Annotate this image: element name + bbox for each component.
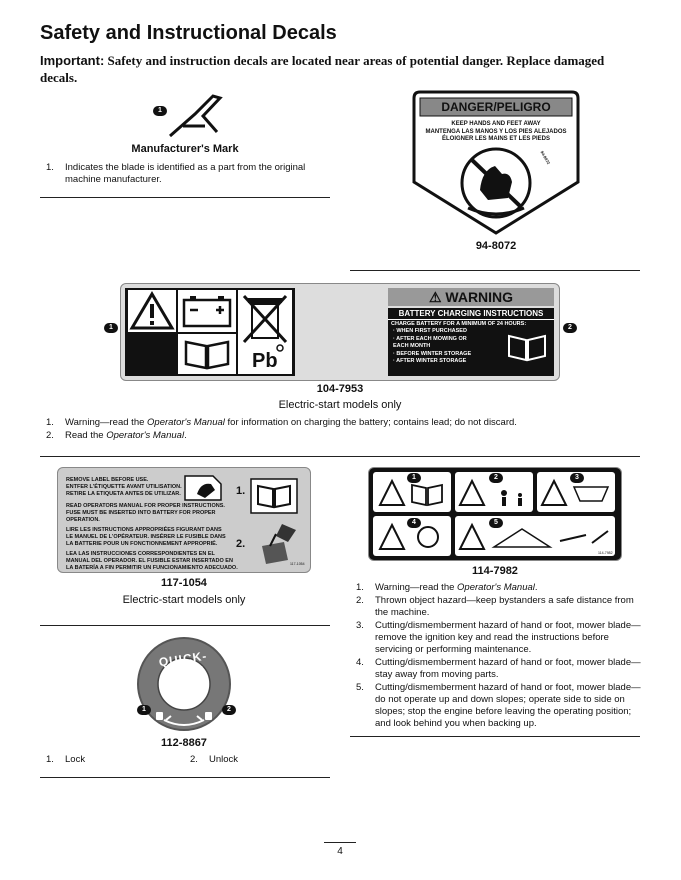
callout-1: 1 (153, 106, 167, 116)
decal-117-1054-caption: 117-1054 (161, 577, 207, 589)
manual-book-icon-2 (505, 330, 549, 366)
instructions-line: CHARGE BATTERY FOR A MINIMUM OF 24 HOURS: (391, 321, 527, 327)
blade-mark-icon (165, 92, 225, 140)
list-item: 3. Cutting/dismemberment hazard of hand or foot, mower blade—remove the ignition key and read the instructions before servicing or performing maintenance. (356, 620, 641, 655)
callout-2: 2 (563, 323, 577, 333)
divider (40, 625, 330, 626)
callout-2: 2 (222, 705, 236, 715)
decal-117-1054-label-2: 2. (236, 538, 246, 550)
manufacturers-mark-caption: Manufacturer's Mark (131, 143, 239, 155)
decal-117-1054-subcaption: Electric-start models only (122, 594, 246, 606)
decal-114-7982-list (356, 582, 644, 731)
decal-112-8867-caption: 112-8867 (161, 737, 207, 749)
battery-icon (178, 290, 236, 332)
decal-114-7982-caption: 114-7982 (472, 565, 518, 577)
decal-104-7953-subcaption: Electric-start models only (278, 399, 402, 411)
instructions-bullets: · WHEN FIRST PURCHASED · AFTER EACH MOWING OR EACH MONTH · BEFORE WINTER STORAGE · AFTER WINTER STORAGE (393, 328, 472, 364)
list-item: 1. Lock (46, 754, 86, 765)
lead-symbol: Pb (252, 350, 278, 372)
callout-2: 2 (489, 473, 503, 483)
page-title: Safety and Instructional Decals (40, 22, 337, 44)
callout-1: 1 (407, 473, 421, 483)
divider (40, 197, 330, 198)
manufacturers-mark-list (46, 162, 326, 187)
instructions-title: BATTERY CHARGING INSTRUCTIONS (388, 308, 554, 320)
callout-1: 1 (137, 705, 151, 715)
decal-114-7982-part: 114-7982 (598, 551, 613, 555)
callout-3: 3 (570, 473, 584, 483)
important-note (40, 52, 640, 86)
important-text: Safety and instruction decals are located near areas of potential danger. Replace damaged decals. (40, 53, 605, 85)
decal-104-7953-caption: 104-7953 (316, 383, 364, 395)
divider (350, 736, 640, 737)
list-item: 5. Cutting/dismemberment hazard of hand or foot, mower blade—do not operate up and down slopes; operate side to side on slopes; stop the engine before leaving the operating position; and look behind you when backing up. (356, 682, 641, 729)
decal-104-7953-list (46, 417, 646, 443)
callout-1: 1 (104, 323, 118, 333)
warning-triangle-small-icon: ⚠ (428, 289, 442, 305)
decal-117-1054-text: REMOVE LABEL BEFORE USE. ENTFER L'ÉTIQUETTE AVANT UTILISATION. RETIRE LA ETIQUETA ANTES DE UTILIZAR. READ OPERATORS MANUAL FOR PROPER INSTRUCTIONS. FUSE MUST BE INSERTED INTO BATTERY FOR PROPER OPERATION. LIRE LES INSTRUCTIONS APPROPRIÉES FIGURANT DANS LE MANUEL DE L'OPÉRATEUR. INSÉRER LE FUSIBLE DANS LA BATTERIE POUR UN FONCTIONNEMENT APPROPRIÉ. LEA LAS INSTRUCCIONES CORRESPONDIENTES EN EL MANUAL DEL OPERADOR. EL FUSIBLE ESTAR INSERTADO EN LA BATERÍA A FIN PERMITIR UN FUNCIONAMIENTO ADECUADO. (66, 477, 238, 571)
danger-text: KEEP HANDS AND FEET AWAY MANTENGA LAS MANOS Y LOS PIES ALEJADOS ÉLOIGNER LES MAINS ET LES PIEDS (425, 121, 567, 142)
warning-triangle-icon (128, 290, 176, 332)
quick-wash-part: 112-8867 (232, 668, 237, 684)
remove-label-hand-icon (183, 472, 223, 502)
decal-114-7982-pictograms (372, 471, 618, 557)
manual-book-icon (178, 334, 236, 374)
manual-book-icon-3 (250, 478, 298, 514)
divider (40, 456, 640, 457)
danger-header: DANGER/PELIGRO (441, 100, 551, 114)
divider (350, 270, 640, 271)
warning-header-box: ⚠ WARNING (388, 288, 554, 306)
decal-117-1054-part: 117-1054 (290, 562, 305, 566)
page-number: 4 (324, 842, 356, 857)
fuse-insert-icon (252, 520, 300, 568)
list-item: 1. Warning—read the Operator's Manual for information on charging the battery; contains lead; do not discard. (46, 417, 517, 428)
list-item: 2. Thrown object hazard—keep bystanders a safe distance from the machine. (356, 595, 634, 618)
decal-117-1054-label-1: 1. (236, 485, 246, 497)
callout-5: 5 (489, 518, 503, 528)
important-label: Important: (40, 53, 105, 68)
list-item: 2. Read the Operator's Manual. (46, 430, 187, 441)
list-item: 4. Cutting/dismemberment hazard of hand or foot, mower blade—stay away from moving parts. (356, 657, 641, 680)
list-item: 1. Indicates the blade is identified as a part from the original machine manufacturer. (46, 162, 306, 185)
list-item: 2. Unlock (190, 754, 239, 765)
quick-wash-ring-text: QUICK-WASH (157, 648, 209, 683)
divider (40, 777, 330, 778)
decal-94-8072-caption: 94-8072 (475, 240, 517, 252)
callout-4: 4 (407, 518, 421, 528)
danger-part-number: 94-8072 (539, 149, 552, 166)
list-item: 1. Warning—read the Operator's Manual. (356, 582, 538, 593)
decal-112-8867-list (46, 754, 326, 766)
